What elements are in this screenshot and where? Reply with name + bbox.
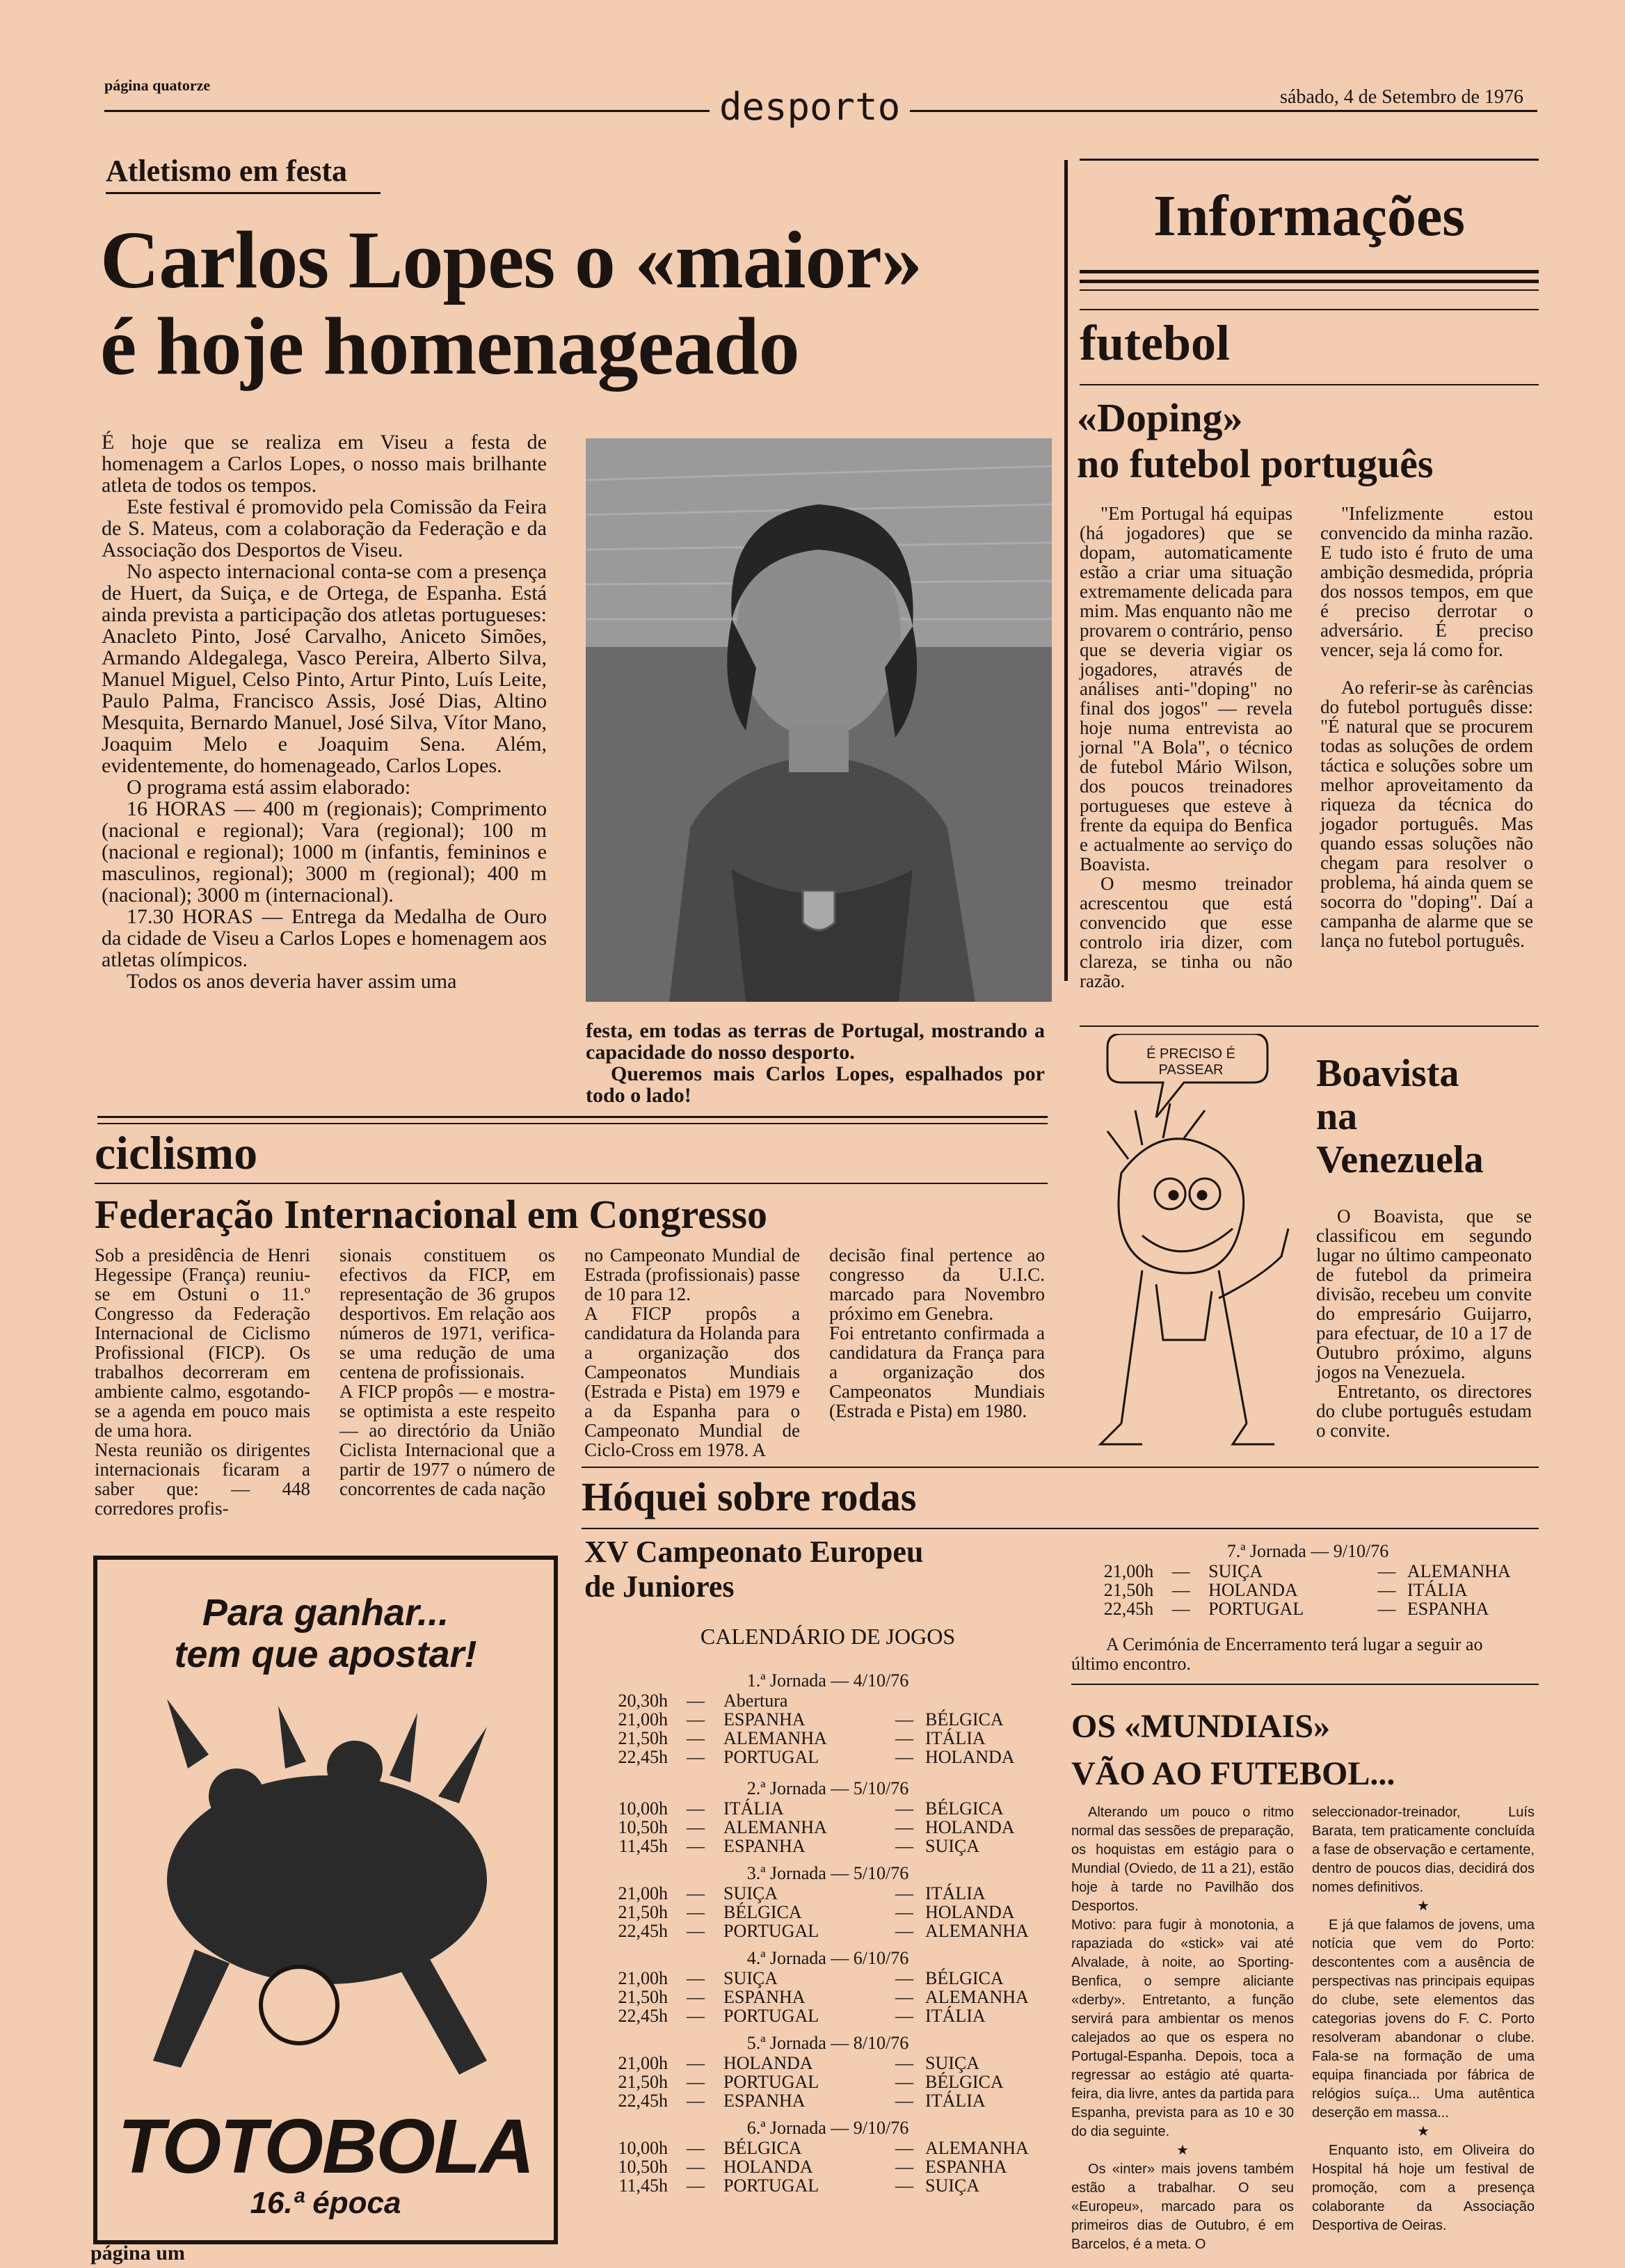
info-top-rule xyxy=(1080,159,1539,161)
schedule-row: 21,00h — HOLANDA — SUIÇA xyxy=(584,2054,1071,2073)
boavista-headline-line: na xyxy=(1316,1095,1358,1138)
lead-paragraph: 16 HORAS — 400 m (regionais); Comprimento (nacional e regional); Vara (regional); 100 m (nacional e regional); 1000 m (infantis, femininos e masculinos, regional); 3000 m (regional); 400 m (nacional); 3000 m (internacional). xyxy=(102,797,547,907)
schedule-row: 21,00h — ESPANHA — BÉLGICA xyxy=(584,1710,1071,1729)
team-a: HOLANDA xyxy=(1208,1580,1298,1600)
ciclismo-column-4: decisão final pertence ao congresso da U.I.C. marcado para Novembro próximo em Genebra. Foi entretanto confirmada a candidatura da França para a organização dos Campeonatos Mundiais (Estrada e Pista) em 1980. xyxy=(829,1245,1045,1421)
round-title: 6.ª Jornada — 9/10/76 xyxy=(746,2118,909,2138)
info-rule-3 xyxy=(1080,289,1539,291)
ad-brand: TOTOBOLA xyxy=(118,2104,534,2189)
star-separator: ★ xyxy=(1176,2143,1189,2158)
team-b: BÉLGICA xyxy=(925,2072,1004,2092)
team-b: ALEMANHA xyxy=(1407,1561,1511,1581)
lead-bottom-rule xyxy=(97,1116,1048,1118)
team-b: HOLANDA xyxy=(925,1902,1015,1922)
team-a: SUIÇA xyxy=(723,1883,778,1903)
game-time: 11,45h xyxy=(618,1836,668,1856)
hoquei-top-rule xyxy=(582,1467,1539,1468)
game-time: 10,00h xyxy=(618,2138,668,2158)
issue-date: sábado, 4 de Setembro de 1976 xyxy=(1280,86,1523,108)
team-b: ITÁLIA xyxy=(925,2006,986,2026)
lead-paragraph: 17.30 HORAS — Entrega da Medalha de Ouro da cidade de Viseu a Carlos Lopes e homenagem aos atletas olímpicos. xyxy=(102,905,547,971)
game-time: 21,50h xyxy=(618,1728,668,1748)
schedule-row: 21,00h — SUIÇA — BÉLGICA xyxy=(584,1969,1071,1988)
team-a: PORTUGAL xyxy=(723,1747,819,1767)
schedule-row: 21,50h — HOLANDA — ITÁLIA xyxy=(1071,1581,1544,1599)
team-b: HOLANDA xyxy=(925,1817,1015,1837)
closing-rule xyxy=(1071,1684,1539,1685)
hoquei-section: Hóquei sobre rodas xyxy=(582,1474,917,1519)
mundiais-column-2 xyxy=(1312,1803,1535,2235)
mundiais-headline-line2: VÃO AO FUTEBOL... xyxy=(1071,1755,1395,1792)
game-time: 11,45h xyxy=(618,2175,668,2196)
team-a: PORTUGAL xyxy=(723,2175,819,2196)
team-a: SUIÇA xyxy=(723,1968,778,1988)
boavista-headline-line: Venezuela xyxy=(1316,1138,1484,1181)
ciclismo-column-1: Sob a presidência de Henri Hegessipe (França) reuniu-se em Ostuni o 11.º Congresso da Federação Internacional de Ciclismo Profissional (FICP). Os trabalhos decorreram em ambiente calmo, esgotando-se a agenda em pouco mais de uma hora. Nesta reunião os dirigentes internacionais ficaram a saber que: — 448 corredores profis- xyxy=(95,1245,310,1519)
doping-headline-line2: no futebol português xyxy=(1077,441,1434,486)
team-b: BÉLGICA xyxy=(925,1968,1004,1988)
game-time: 20,30h xyxy=(618,1691,668,1711)
round-title: 5.ª Jornada — 8/10/76 xyxy=(746,2033,909,2053)
lead-paragraph: No aspecto internacional conta-se com a presença de Huert, da Suiça, e de Ortega, de Espanha. Está ainda prevista a participação dos atletas portugueses: Anacleto Pinto, José Carvalho, Aniceto Simões, Armando Aldegalega, Vasco Pereira, Alberto Silva, Manuel Miguel, Celso Pinto, Artur Pinto, Luís Leite, Paulo Palma, Francisco Assis, José Dias, Altino Mesquita, Bernardo Manuel, José Silva, Vítor Mano, Joaquim Melo e Joaquim Sena. Além, evidentemente, do homenageado, Carlos Lopes. xyxy=(102,560,547,777)
schedule-row: 10,00h — BÉLGICA — ALEMANHA xyxy=(584,2139,1071,2157)
schedule-row: 22,45h — PORTUGAL — ESPANHA xyxy=(1071,1599,1544,1618)
ad-slogan-line1: Para ganhar... xyxy=(202,1592,449,1634)
team-a: HOLANDA xyxy=(723,2053,813,2073)
ad-epoch: 16.ª época xyxy=(250,2186,401,2220)
schedule-row: 22,45h — ESPANHA — ITÁLIA xyxy=(584,2091,1071,2110)
team-a: PORTUGAL xyxy=(723,2072,819,2092)
athlete-illustration xyxy=(586,438,1052,1002)
schedule-round xyxy=(584,2118,1071,2195)
team-b: ESPANHA xyxy=(925,2157,1007,2177)
section-title: desporto xyxy=(710,85,910,129)
schedule-round xyxy=(584,1949,1071,2025)
schedule-row: 10,50h — HOLANDA — ESPANHA xyxy=(584,2157,1071,2176)
schedule-row: 11,45h — PORTUGAL — SUIÇA xyxy=(584,2176,1071,2195)
cartoon xyxy=(1080,1034,1316,1465)
lead-paragraph: O programa está assim elaborado: xyxy=(127,776,411,799)
team-b: ALEMANHA xyxy=(925,1987,1029,2007)
mundiais-paragraph: seleccionador-treinador, Luís Barata, tem praticamente concluída a fase de observação e certamente, dentro de poucos dias, decidirá dos nomes definitivos. xyxy=(1312,1805,1535,1895)
schedule-row: 22,45h — PORTUGAL — ALEMANHA xyxy=(584,1922,1071,1940)
schedule-row: 11,45h — ESPANHA — SUIÇA xyxy=(584,1837,1071,1855)
lead-headline xyxy=(100,214,1060,392)
mundiais-headline-line1: OS «MUNDIAIS» xyxy=(1071,1708,1331,1745)
team-b: HOLANDA xyxy=(925,1747,1015,1767)
round-title: 4.ª Jornada — 6/10/76 xyxy=(746,1948,909,1968)
team-a: BÉLGICA xyxy=(723,1902,802,1922)
round-title: 7.ª Jornada — 9/10/76 xyxy=(1226,1541,1389,1561)
team-a: SUIÇA xyxy=(1208,1561,1263,1581)
team-a: ITÁLIA xyxy=(723,1798,784,1819)
cartoon-drawing xyxy=(1080,1034,1316,1465)
mundiais-paragraph: E já que falamos de jovens, uma notícia que vem do Porto: descontentes com a ausência de perspectivas nas principais equipas do clube, sete elementos das categorias jovens do F. C. Porto resolveram abandonar o clube. Fala-se na formação de uma equipa financiada por fábrica de relógios suíça... Uma autêntica deserção em massa... xyxy=(1312,1917,1535,2121)
team-b: ITÁLIA xyxy=(925,1728,986,1748)
game-time: 21,00h xyxy=(1103,1561,1154,1581)
mundiais-headline xyxy=(1071,1703,1395,1798)
schedule-row: 22,45h — PORTUGAL — HOLANDA xyxy=(584,1748,1071,1766)
ciclismo-column-2: sionais constituem os efectivos da FICP, em representação de 36 grupos desportivos. Em relação aos números de 1971, verifica-se uma redução de uma centena de profissionais. A FICP propôs — e mostra-se optimista a este respeito — ao directório da União Ciclista Internacional que a partir de 1977 o número de concorrentes de cada nação xyxy=(339,1245,555,1499)
info-title: Informações xyxy=(1153,184,1465,248)
ciclismo-section: ciclismo xyxy=(95,1126,258,1179)
game-time: 21,50h xyxy=(1103,1580,1154,1600)
ciclismo-headline: Federação Internacional em Congresso xyxy=(95,1192,768,1237)
lead-kicker: Atletismo em festa xyxy=(106,154,347,188)
team-a: BÉLGICA xyxy=(723,2138,802,2158)
totobola-ad xyxy=(93,1556,558,2244)
schedule-row: 21,50h — ESPANHA — ALEMANHA xyxy=(584,1988,1071,2006)
schedule-row: 21,50h — PORTUGAL — BÉLGICA xyxy=(584,2073,1071,2091)
game-time: 21,50h xyxy=(618,1902,668,1922)
mundiais-paragraph: Enquanto isto, em Oliveira do Hospital há hoje um festival de promoção, com a presença colaborante da Associação Desportiva de Oeiras. xyxy=(1312,2143,1535,2233)
boavista-paragraph: Entretanto, os directores do clube português estudam o convite. xyxy=(1316,1381,1532,1441)
boavista-body xyxy=(1316,1206,1532,1440)
athlete-photo xyxy=(586,438,1052,1002)
team-b: ALEMANHA xyxy=(925,2138,1029,2158)
team-b: ALEMANHA xyxy=(925,1921,1029,1941)
doping-paragraph: "Infelizmente estou convencido da minha razão. E tudo isto é fruto de uma ambição desmedida, própria dos nossos tempos, em que é preciso derrotar o adversário. É preciso vencer, seja lá como for. xyxy=(1320,503,1533,660)
team-b: SUIÇA xyxy=(925,2053,980,2073)
team-a: ESPANHA xyxy=(723,1836,806,1856)
schedule-row: 21,50h — ALEMANHA — ITÁLIA xyxy=(584,1729,1071,1748)
team-b: ESPANHA xyxy=(1407,1599,1489,1619)
game-time: 21,50h xyxy=(618,2072,668,2092)
team-a: ESPANHA xyxy=(723,2091,806,2111)
hoquei-headline-line1: XV Campeonato Europeu xyxy=(584,1535,924,1569)
mundiais-paragraph: Os «inter» mais jovens também estão a trabalhar. O seu «Europeu», marcado para os primeiros dias de Outubro, é em Barcelos, é a meta. O xyxy=(1071,2162,1294,2252)
team-a: PORTUGAL xyxy=(1208,1599,1304,1619)
schedule-round xyxy=(584,1864,1071,1940)
doping-column-2 xyxy=(1320,504,1533,950)
team-a: ESPANHA xyxy=(723,1709,806,1730)
team-b: BÉLGICA xyxy=(925,1798,1004,1819)
ad-slogan xyxy=(97,1592,554,1675)
team-b: SUIÇA xyxy=(925,1836,980,1856)
ciclismo-rule xyxy=(95,1183,1048,1184)
game-time: 10,00h xyxy=(618,1798,668,1819)
lead-paragraph: Todos os anos deveria haver assim uma xyxy=(127,970,457,993)
team-b: ITÁLIA xyxy=(1407,1580,1468,1600)
doping-paragraph: O mesmo treinador acrescentou que está convencido que esse controlo iria dizer, com clareza, se tinha ou não razão. xyxy=(1080,873,1292,991)
game-time: 21,50h xyxy=(618,1987,668,2007)
mundiais-paragraph: Motivo: para fugir à monotonia, a rapaziada do «stick» vai até Alvalade, à noite, ao Sporting-Benfica, o sempre aliciante «derby». Entretanto, a função servirá para ambientar os menos calejados ao que os espera no Portugal-Espanha. Depois, toca a regressar ao estágio até quarta-feira, dia livre, antes da partida para Espanha, prevista para as 10 e 30 do dia seguinte. xyxy=(1071,1917,1294,2139)
lead-paragraph: É hoje que se realiza em Viseu a festa de homenagem a Carlos Lopes, o nosso mais brilhante atleta de todos os tempos. xyxy=(102,431,547,497)
doping-paragraph: Ao referir-se às carências do futebol português disse: "É natural que se procurem todas as soluções de ordem táctica e soluções sobre um melhor aproveitamento da riqueza da técnica do jogador português. Mas quando essas soluções não chegam para resolver o problema, há ainda quem se socorra do "doping". Daí a campanha de alarme que se lança no futebol português. xyxy=(1320,677,1533,951)
schedule-list xyxy=(584,1667,1071,2195)
team-a: ESPANHA xyxy=(723,1987,806,2007)
schedule-row: 22,45h — PORTUGAL — ITÁLIA xyxy=(584,2006,1071,2025)
ad-footballers-illustration xyxy=(125,1699,529,2089)
game-time: 21,00h xyxy=(618,1883,668,1903)
game-time: 10,50h xyxy=(618,2157,668,2177)
team-b: SUIÇA xyxy=(925,2175,980,2196)
hoquei-rule xyxy=(582,1528,1539,1529)
lead-continuation-paragraph: Queremos mais Carlos Lopes, espalhados por todo o lado! xyxy=(586,1062,1045,1107)
team-a: ALEMANHA xyxy=(723,1728,827,1748)
doping-bottom-rule xyxy=(1080,1025,1539,1027)
schedule-row: 10,50h — ALEMANHA — HOLANDA xyxy=(584,1818,1071,1837)
star-separator: ★ xyxy=(1417,1899,1430,1914)
boavista-paragraph: O Boavista, que se classificou em segundo lugar no último campeonato de futebol da primeira divisão, recebeu um convite do empresário Guijarro, para efectuar, de 10 a 17 de Outubro próximo, alguns jogos na Venezuela. xyxy=(1316,1206,1532,1382)
star-separator: ★ xyxy=(1417,2124,1430,2139)
team-a: HOLANDA xyxy=(723,2157,813,2177)
footer-page-label: página um xyxy=(90,2242,185,2265)
hoquei-headline xyxy=(584,1535,923,1604)
mundiais-paragraph: Alterando um pouco o ritmo normal das sessões de preparação, os hoquistas em estágio para o Mundial (Oviedo, de 11 a 21), estão hoje à tarde no Pavilhão dos Desportos. xyxy=(1071,1805,1294,1914)
doping-headline xyxy=(1077,395,1550,487)
lead-headline-line2: é hoje homenageado xyxy=(100,301,799,392)
info-rule-4 xyxy=(1080,309,1539,310)
doping-headline-line1: «Doping» xyxy=(1077,395,1243,440)
lead-continuation-paragraph: festa, em todas as terras de Portugal, mostrando a capacidade do nosso desporto. xyxy=(586,1019,1045,1064)
doping-paragraph: "Em Portugal há equipas (há jogadores) que se dopam, automaticamente estão a criar uma situação extremamente delicada para mim. Mas enquanto não me provarem o contrário, penso que se deveria vigiar os jogadores, através de análises anti-"doping" no final dos jogos" — revela hoje numa entrevista ao jornal "A Bola", o técnico de futebol Mário Wilson, dos poucos treinadores portugueses que esteve à frente da equipa do Benfica e actualmente ao serviço do Boavista. xyxy=(1080,503,1292,875)
boavista-headline-line: Boavista xyxy=(1316,1052,1459,1095)
page-number: página quatorze xyxy=(104,77,211,94)
schedule-round xyxy=(584,2034,1071,2110)
team-b: ITÁLIA xyxy=(925,1883,986,1903)
lead-body xyxy=(102,431,547,992)
hoquei-headline-line2: de Juniores xyxy=(584,1570,735,1604)
team-b: BÉLGICA xyxy=(925,1709,1004,1730)
schedule-round-7 xyxy=(1071,1538,1544,1618)
team-b: ITÁLIA xyxy=(925,2091,986,2111)
game-time: 21,00h xyxy=(618,2053,668,2073)
mundiais-column-1 xyxy=(1071,1803,1294,2254)
closing-note: A Cerimónia de Encerramento terá lugar a seguir ao último encontro. xyxy=(1071,1634,1483,1674)
round-title: 3.ª Jornada — 5/10/76 xyxy=(746,1863,909,1883)
schedule-round xyxy=(584,1671,1071,1766)
team-a: PORTUGAL xyxy=(723,2006,819,2026)
schedule-row: 21,00h — SUIÇA — ITÁLIA xyxy=(584,1884,1071,1903)
boavista-headline xyxy=(1316,1052,1484,1181)
round-title: 2.ª Jornada — 5/10/76 xyxy=(746,1778,909,1798)
info-rule-1 xyxy=(1080,270,1539,273)
doping-column-1 xyxy=(1080,504,1292,991)
lead-continuation xyxy=(586,1020,1045,1106)
game-time: 21,00h xyxy=(618,1968,668,1988)
calendar-title: CALENDÁRIO DE JOGOS xyxy=(700,1624,956,1649)
game-time: 22,45h xyxy=(618,1921,668,1941)
game-time: 22,45h xyxy=(618,1747,668,1767)
schedule-row: 21,50h — BÉLGICA — HOLANDA xyxy=(584,1903,1071,1922)
lead-paragraph: Este festival é promovido pela Comissão da Feira de S. Mateus, com a colaboração da Federação e da Associação dos Desportos de Viseu. xyxy=(102,495,547,561)
team-a: ALEMANHA xyxy=(723,1817,827,1837)
game-time: 22,45h xyxy=(618,2091,668,2111)
game-time: 22,45h xyxy=(618,2006,668,2026)
cartoon-speech: É PRECISO É PASSEAR xyxy=(1146,1046,1235,1078)
futebol-section: futebol xyxy=(1080,315,1230,371)
ciclismo-column-3: no Campeonato Mundial de Estrada (profissionais) passe de 10 para 12. A FICP propôs a candidatura da Holanda para a organização dos Campeonatos Mundiais (Estrada e Pista) em 1979 e a da Espanha para o Campeonato Mundial de Ciclo-Cross em 1978. A xyxy=(584,1245,800,1460)
kicker-underline xyxy=(106,192,381,194)
lead-bottom-rule-2 xyxy=(97,1123,1048,1124)
futebol-rule xyxy=(1080,384,1539,385)
column-divider xyxy=(1064,160,1068,981)
schedule-row: 20,30h — Abertura xyxy=(584,1691,1071,1710)
ad-slogan-line2: tem que apostar! xyxy=(174,1634,477,1675)
schedule-row: 21,00h — SUIÇA — ALEMANHA xyxy=(1071,1562,1544,1581)
team-b xyxy=(925,1691,1064,1710)
team-a: Abertura xyxy=(723,1691,788,1711)
info-rule-2 xyxy=(1080,280,1539,283)
game-time: 21,00h xyxy=(618,1709,668,1730)
round-title: 1.ª Jornada — 4/10/76 xyxy=(746,1670,909,1691)
team-a: PORTUGAL xyxy=(723,1921,819,1941)
schedule-row: 10,00h — ITÁLIA — BÉLGICA xyxy=(584,1799,1071,1818)
schedule-round xyxy=(584,1779,1071,1855)
game-time: 10,50h xyxy=(618,1817,668,1837)
game-time: 22,45h xyxy=(1103,1599,1154,1619)
lead-headline-line1: Carlos Lopes o «maior» xyxy=(100,214,922,305)
